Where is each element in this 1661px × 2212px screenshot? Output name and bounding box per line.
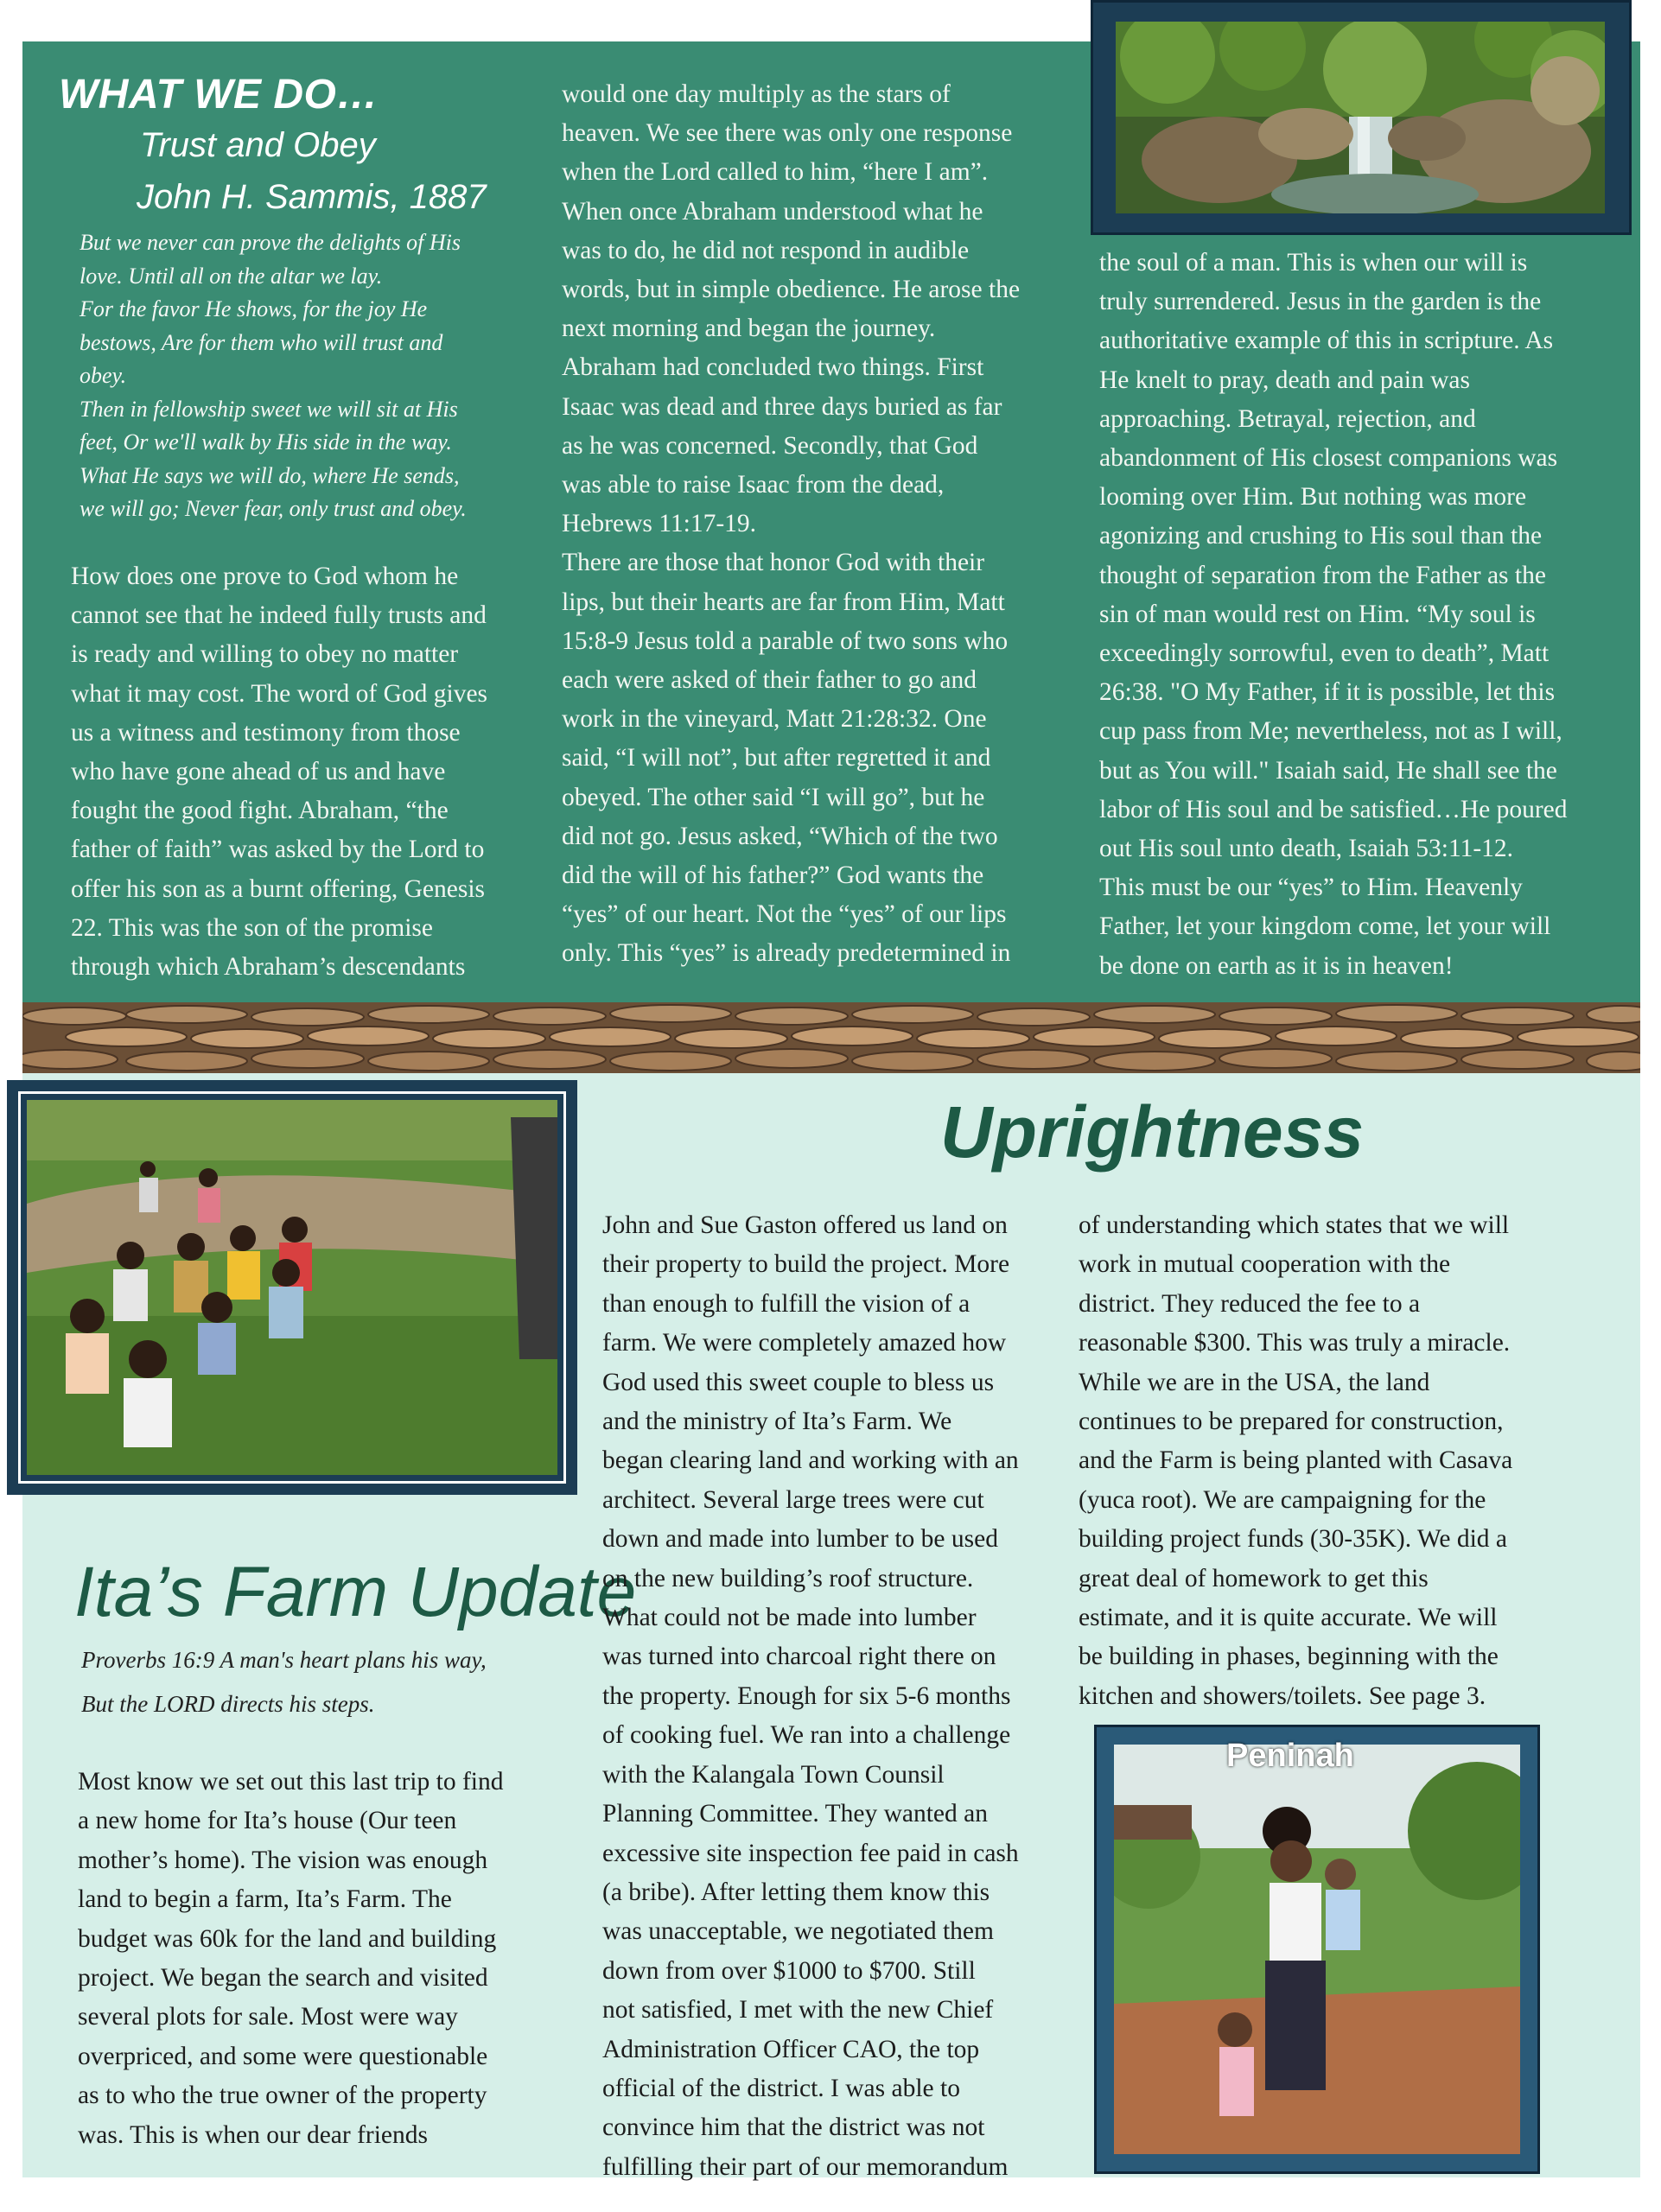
hymn-title: Trust and Obey bbox=[140, 126, 376, 164]
uprightness-heading: Uprightness bbox=[940, 1091, 1365, 1173]
peninah-caption: Peninah bbox=[1226, 1738, 1354, 1774]
farm-update-column-1: Most know we set out this last trip to find a new home for Ita’s house (Our teen mother’s home). The vision was enough land to begin a farm, Ita’s Farm. The budget was 60k for the land and building project. We began the search and visited several plots for sale. Most were way overpriced, and some were questionable as to who the true owner of the property was. This is when our dear friends bbox=[78, 1768, 504, 2149]
hymn-author: John H. Sammis, 1887 bbox=[137, 178, 487, 216]
peninah-photo bbox=[1114, 1745, 1520, 2154]
children-photo bbox=[27, 1100, 557, 1475]
stone-wall-image bbox=[22, 1002, 1640, 1073]
farm-update-column-2: John and Sue Gaston offered us land on their property to build the project. More than enough to fulfill the vision of a farm. We were completely amazed how God used this sweet couple to bless us and the ministry of Ita’s Farm. We began clearing land and working with an architect. Several large trees were cut down and made into lumber to be used on the new building’s roof structure. What could not be made into lumber was turned into charcoal right there on the property. Enough for six 5-6 months of cooking fuel. We ran into a challenge with the Kalangala Town Counsil Planning Committee. They wanted an excessive site inspection fee paid in cash (a bribe). After letting them know this was unacceptable, we negotiated them down from over $1000 to $700. Still not satisfied, I met with the new Chief Administration Officer CAO, the top official of the district. I was able to convince him that the district was not fulfilling their part of our memorandum bbox=[602, 1211, 1019, 2181]
what-we-do-column-3: the soul of a man. This is when our will is truly surrendered. Jesus in the garden is the authoritative example of this in scripture. As He knelt to pray, death and pain was approaching. Betrayal, rejection, and abandonment of His closest companions was looming over Him. But nothing was more agonizing and crushing to His soul than the thought of separation from the Father as the sin of man would rest on Him. “My soul is exceedingly sorrowful, even to death”, Matt 26:38. "O My Father, if it is possible, let this cup pass from Me; nevertheless, not as I will, but as You will." Isaiah said, He shall see the labor of His soul and be satisfied…He poured out His soul unto death, Isaiah 53:11-12. This must be our “yes” to Him. Heavenly Father, let your kingdom come, let your will be done on earth as it is in heaven! bbox=[1099, 249, 1568, 980]
waterfall-photo bbox=[1116, 22, 1605, 213]
waterfall-image bbox=[1116, 22, 1605, 213]
proverbs-verse: Proverbs 16:9 A man's heart plans his way, But the LORD directs his steps. bbox=[81, 1647, 487, 1717]
hymn-lyrics: But we never can prove the delights of His love. Until all on the altar we lay. For the favor He shows, for the joy He bestows, Are for them who will trust and obey. Then in fellowship sweet we will sit at His feet, Or we'll walk by His side in the way. What He says we will do, where He sends, we will go; Never fear, only trust and obey. bbox=[80, 230, 467, 521]
stone-wall-divider bbox=[22, 1002, 1640, 1073]
children-image bbox=[27, 1100, 557, 1475]
children-photo-frame bbox=[7, 1080, 577, 1495]
what-we-do-column-1: How does one prove to God whom he cannot see that he indeed fully trusts and is ready and willing to obey no matter what it may cost. The word of God gives us a witness and testimony from those who have gone ahead of us and have fought the good fight. Abraham, “the father of faith” was asked by the Lord to offer his son as a burnt offering, Genesis 22. This was the son of the promise through which Abraham’s descendants bbox=[71, 563, 488, 982]
what-we-do-column-2: would one day multiply as the stars of heaven. We see there was only one response when the Lord called to him, “here I am”. When once Abraham understood what he was to do, he did not respond in audible words, but in simple obedience. He arose the next morning and began the journey. Abraham had concluded two things. First Isaac was dead and three days buried as far as he was concerned. Secondly, that God was able to raise Isaac from the dead, Hebrews 11:17-19. There are those that honor God with their lips, but their hearts are far from Him, Matt 15:8-9 Jesus told a parable of two sons who each were asked of their father to go and work in the vineyard, Matt 21:28:32. One said, “I will not”, but after regretted it and obeyed. The other said “I will go”, but he did not go. Jesus asked, “Which of the two did the will of his father?” God wants the “yes” of our heart. Not the “yes” of our lips only. This “yes” is already predetermined in bbox=[562, 80, 1021, 968]
farm-update-heading: Ita’s Farm Update bbox=[74, 1553, 637, 1631]
what-we-do-heading: WHAT WE DO… bbox=[59, 72, 379, 118]
peninah-image bbox=[1114, 1745, 1520, 2154]
farm-update-column-3: of understanding which states that we will work in mutual cooperation with the district. They reduced the fee to a reasonable $300. This was truly a miracle. While we are in the USA, the land continues to be prepared for construction, and the Farm is being planted with Casava (yuca root). We are campaigning for the building project funds (30-35K). We did a great deal of homework to get this estimate, and it is quite accurate. We will be building in phases, beginning with the kitchen and showers/toilets. See page 3. bbox=[1079, 1211, 1513, 1710]
waterfall-photo-frame bbox=[1091, 0, 1632, 235]
peninah-photo-frame bbox=[1094, 1725, 1540, 2174]
